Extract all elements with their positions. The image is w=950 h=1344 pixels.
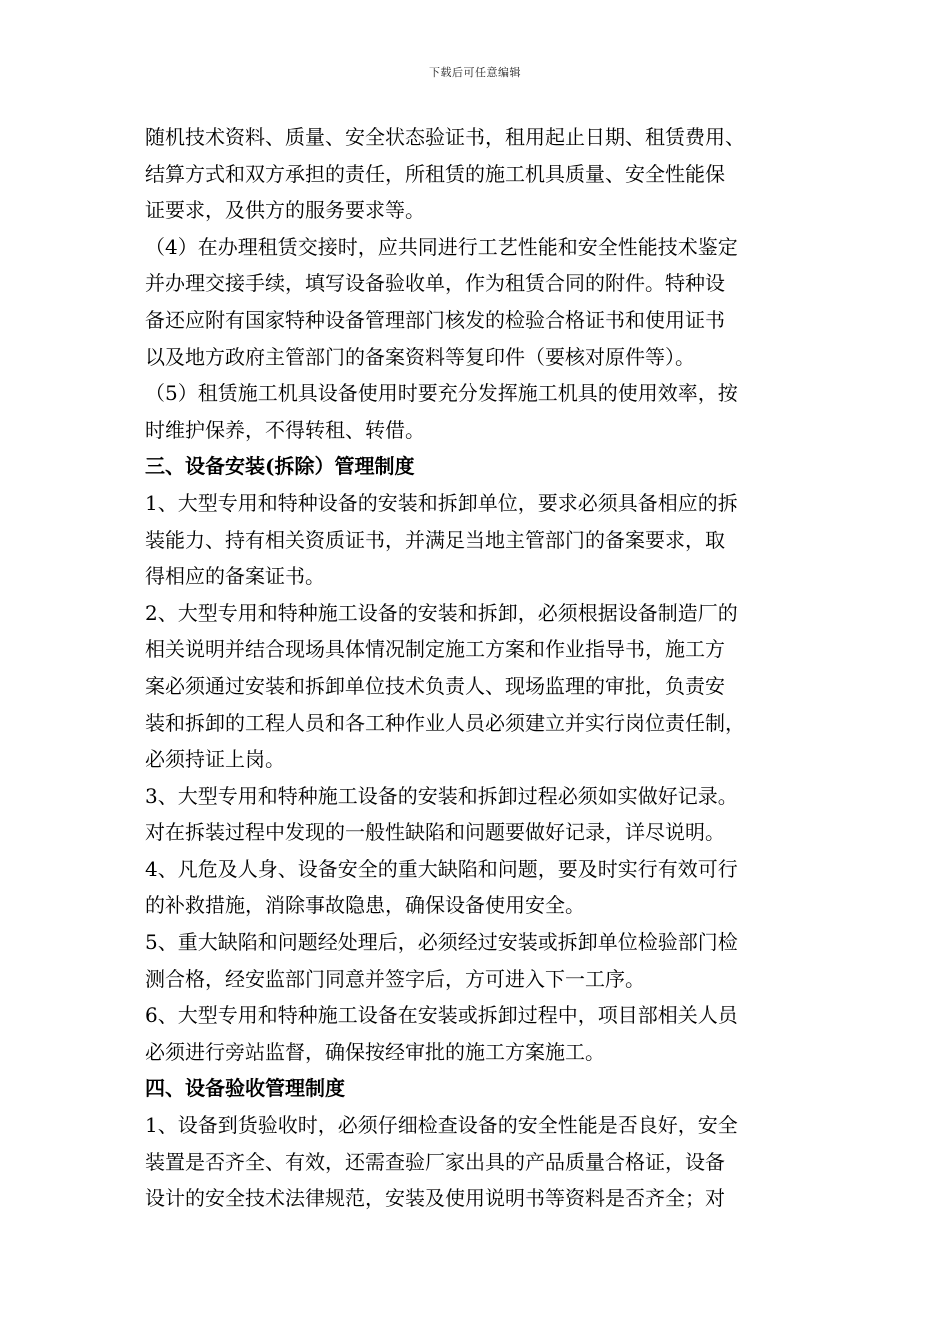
text-line: 必须进行旁站监督，确保按经审批的施工方案施工。 (145, 1039, 605, 1064)
text-line: 装能力、持有相关资质证书，并满足当地主管部门的备案要求，取 (145, 527, 725, 552)
text-line: 装和拆卸的工程人员和各工种作业人员必须建立并实行岗位责任制， (145, 710, 745, 735)
text-line: 2、大型专用和特种施工设备的安装和拆卸，必须根据设备制造厂的 (145, 600, 738, 625)
text-line: 证要求，及供方的服务要求等。 (145, 198, 425, 223)
text-line: 6、大型专用和特种施工设备在安装或拆卸过程中，项目部相关人员 (145, 1003, 738, 1028)
section-heading: 三、设备安装(拆除）管理制度 (145, 454, 415, 479)
text-line: 时维护保养，不得转租、转借。 (145, 417, 425, 442)
section-heading: 四、设备验收管理制度 (145, 1076, 345, 1101)
text-line: 设计的安全技术法律规范，安装及使用说明书等资料是否齐全；对 (145, 1186, 725, 1211)
text-line: 装置是否齐全、有效，还需查验厂家出具的产品质量合格证，设备 (145, 1149, 725, 1174)
page-header-note: 下载后可任意编辑 (429, 66, 521, 79)
text-line: 4、凡危及人身、设备安全的重大缺陷和问题，要及时实行有效可行 (145, 856, 738, 881)
text-line: （5）租赁施工机具设备使用时要充分发挥施工机具的使用效率，按 (145, 381, 738, 406)
text-line: 案必须通过安装和拆卸单位技术负责人、现场监理的审批，负责安 (145, 673, 725, 698)
text-line: 3、大型专用和特种施工设备的安装和拆卸过程必须如实做好记录。 (145, 783, 738, 808)
text-line: 对在拆装过程中发现的一般性缺陷和问题要做好记录，详尽说明。 (145, 820, 725, 845)
text-line: 备还应附有国家特种设备管理部门核发的检验合格证书和使用证书 (145, 307, 725, 332)
text-line: 并办理交接手续，填写设备验收单，作为租赁合同的附件。特种设 (145, 271, 725, 296)
document-body (145, 119, 835, 1217)
text-line: 结算方式和双方承担的责任，所租赁的施工机具质量、安全性能保 (145, 161, 725, 186)
text-line: 必须持证上岗。 (145, 747, 285, 772)
text-line: 得相应的备案证书。 (145, 564, 325, 589)
text-line: 随机技术资料、质量、安全状态验证书，租用起止日期、租赁费用、 (145, 125, 745, 149)
text-line: 5、重大缺陷和问题经处理后，必须经过安装或拆卸单位检验部门检 (145, 930, 738, 955)
text-line: （4）在办理租赁交接时，应共同进行工艺性能和安全性能技术鉴定 (145, 234, 738, 259)
text-line: 测合格，经安监部门同意并签字后，方可进入下一工序。 (145, 966, 645, 991)
text-line: 的补救措施，消除事故隐患，确保设备使用安全。 (145, 893, 585, 918)
text-line: 1、设备到货验收时，必须仔细检查设备的安全性能是否良好，安全 (145, 1113, 738, 1138)
text-line: 相关说明并结合现场具体情况制定施工方案和作业指导书，施工方 (145, 637, 725, 662)
text-line: 以及地方政府主管部门的备案资料等复印件（要核对原件等）。 (145, 344, 695, 369)
text-line: 1、大型专用和特种设备的安装和拆卸单位，要求必须具备相应的拆 (145, 490, 738, 515)
